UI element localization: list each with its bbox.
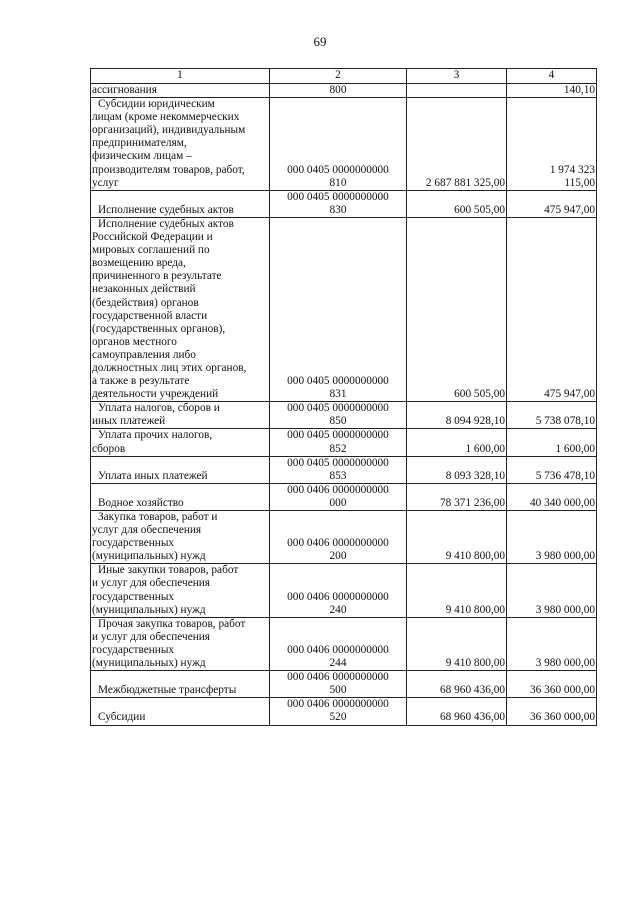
row-code-line: 831 (329, 388, 347, 401)
row-name-cell (91, 98, 270, 191)
row-value-col4-line: 36 360 000,00 (530, 684, 595, 697)
table-row (91, 511, 597, 564)
row-name-line: ассигнования (92, 84, 157, 96)
row-name-line: а также в результате (92, 375, 190, 388)
row-value-col4 (507, 671, 597, 698)
row-value-col3: 8 094 928,10 (407, 402, 507, 429)
row-name-cell (91, 564, 270, 617)
row-code-cell (270, 456, 407, 483)
row-code-line: 000 0406 0000000000 (287, 643, 389, 656)
row-code-line: 000 0406 0000000000 (287, 698, 389, 711)
row-name-line: Уплата прочих налогов, (98, 429, 213, 442)
row-code-line: 853 (329, 469, 347, 482)
row-value-col4-line: 475 947,00 (544, 203, 595, 216)
table-row (91, 456, 597, 483)
row-value-col4 (507, 429, 597, 456)
row-value-col4-line: 5 736 478,10 (535, 469, 595, 482)
row-value-col4 (507, 217, 597, 401)
row-name-line: сборов (92, 442, 126, 455)
row-name-line: Исполнение судебных актов (98, 203, 234, 216)
row-name-line: (муниципальных) нужд (92, 657, 206, 670)
table-row (91, 671, 597, 698)
row-code-line: 000 0406 0000000000 (287, 671, 389, 684)
row-name-line: возмещению вреда, (92, 257, 186, 270)
row-code-line: 800 (329, 84, 347, 96)
row-value-col4-line: 1 600,00 (555, 442, 595, 455)
row-value-col3: 600 505,00 (407, 190, 507, 217)
row-value-col4 (507, 402, 597, 429)
budget-table-body (91, 69, 597, 726)
page-number: 69 (313, 34, 327, 49)
row-code-line: 000 0406 0000000000 (287, 537, 389, 550)
row-name-cell (91, 190, 270, 217)
row-name-line: причиненного в результате (92, 270, 222, 283)
row-code-line: 850 (329, 415, 347, 428)
row-name-line: физическим лицам – (92, 150, 192, 163)
row-value-col4-line: 5 738 078,10 (535, 415, 595, 428)
row-code-line: 000 0405 0000000000 (287, 456, 389, 469)
row-code-line: 000 (329, 496, 347, 509)
table-row (91, 98, 597, 191)
row-name-line: государственных (92, 643, 175, 656)
row-name-cell (91, 429, 270, 456)
row-value-col4 (507, 617, 597, 670)
row-name-line: (муниципальных) нужд (92, 603, 206, 616)
row-code-line: 000 0405 0000000000 (287, 163, 389, 176)
column-header-3: 3 (407, 69, 507, 84)
row-name-cell (91, 217, 270, 401)
row-value-col4-line: 1 974 323 (549, 163, 595, 176)
row-name-line: Иные закупки товаров, работ (98, 564, 239, 577)
row-name-cell (91, 456, 270, 483)
row-name-line: (муниципальных) нужд (92, 550, 206, 563)
row-value-col4-line: 40 340 000,00 (530, 496, 595, 509)
row-code-cell (270, 84, 407, 98)
row-value-col4-line: 115,00 (564, 176, 595, 189)
row-code-line: 200 (329, 550, 347, 563)
row-name-cell (91, 402, 270, 429)
row-code-line: 000 0405 0000000000 (287, 429, 389, 442)
table-row (91, 84, 597, 98)
row-value-col4-line: 3 980 000,00 (535, 603, 595, 616)
table-row (91, 617, 597, 670)
table-row (91, 483, 597, 510)
row-code-cell (270, 698, 407, 725)
row-value-col4 (507, 698, 597, 725)
row-name-line: Уплата налогов, сборов и (98, 402, 220, 415)
row-value-col4 (507, 98, 597, 191)
row-name-line: Межбюджетные трансферты (98, 684, 237, 697)
row-name-line: (бездействия) органов (92, 296, 199, 309)
row-name-line: и услуг для обеспечения (92, 577, 210, 590)
row-name-line: производителям товаров, работ, (92, 163, 245, 176)
row-name-line: Уплата иных платежей (98, 469, 208, 482)
row-name-line: должностных лиц этих органов, (92, 361, 247, 374)
row-code-cell (270, 617, 407, 670)
table-row (91, 429, 597, 456)
row-name-cell (91, 617, 270, 670)
row-value-col3: 68 960 436,00 (407, 671, 507, 698)
row-name-line: государственных (92, 590, 175, 603)
row-name-line: самоуправления либо (92, 348, 196, 361)
row-value-col3: 600 505,00 (407, 217, 507, 401)
row-value-col3: 68 960 436,00 (407, 698, 507, 725)
row-name-line: незаконных действий (92, 283, 196, 296)
row-value-col3: 2 687 881 325,00 (407, 98, 507, 191)
table-row (91, 402, 597, 429)
row-name-cell (91, 483, 270, 510)
row-name-line: услуг (92, 176, 119, 189)
row-code-line: 240 (329, 603, 347, 616)
row-value-col3: 8 093 328,10 (407, 456, 507, 483)
row-value-col4-line: 36 360 000,00 (530, 711, 595, 724)
row-value-col4 (507, 84, 597, 98)
row-code-line: 500 (329, 684, 347, 697)
row-value-col4 (507, 456, 597, 483)
column-header-1: 1 (91, 69, 270, 84)
row-code-line: 244 (329, 657, 347, 670)
row-name-line: иных платежей (92, 415, 166, 428)
row-name-cell (91, 671, 270, 698)
row-value-col3: 9 410 800,00 (407, 617, 507, 670)
row-name-cell (91, 511, 270, 564)
row-code-cell (270, 671, 407, 698)
row-code-line: 000 0405 0000000000 (287, 190, 389, 203)
row-name-line: Субсидии (98, 711, 146, 724)
row-value-col3: 1 600,00 (407, 429, 507, 456)
row-name-line: предпринимателям, (92, 137, 187, 150)
row-code-line: 852 (329, 442, 347, 455)
row-value-col3: 78 371 236,00 (407, 483, 507, 510)
row-code-line: 000 0405 0000000000 (287, 375, 389, 388)
column-header-4: 4 (507, 69, 597, 84)
table-row (91, 698, 597, 725)
row-name-line: государственных (92, 537, 175, 550)
row-name-line: организаций), индивидуальным (92, 124, 246, 137)
budget-table (90, 68, 597, 726)
row-value-col4-line: 475 947,00 (544, 388, 595, 401)
row-name-line: Российской Федерации и (92, 231, 213, 244)
row-code-cell (270, 402, 407, 429)
row-value-col4 (507, 511, 597, 564)
row-name-cell (91, 84, 270, 98)
row-code-cell (270, 98, 407, 191)
row-value-col4-line: 140,10 (563, 84, 595, 96)
row-code-line: 810 (329, 176, 347, 189)
row-name-line: Субсидии юридическим (98, 98, 215, 111)
table-row (91, 190, 597, 217)
row-code-line: 000 0406 0000000000 (287, 483, 389, 496)
row-value-col4-line: 3 980 000,00 (535, 550, 595, 563)
row-value-col3: 9 410 800,00 (407, 564, 507, 617)
table-row (91, 217, 597, 401)
row-name-line: и услуг для обеспечения (92, 630, 210, 643)
row-code-cell (270, 217, 407, 401)
row-code-line: 830 (329, 203, 347, 216)
row-value-col3 (407, 84, 507, 98)
row-name-line: органов местного (92, 335, 177, 348)
row-code-cell (270, 511, 407, 564)
row-code-line: 000 0406 0000000000 (287, 590, 389, 603)
row-name-line: мировых соглашений по (92, 244, 210, 257)
row-name-line: деятельности учреждений (92, 388, 219, 401)
row-value-col4 (507, 564, 597, 617)
table-header-row (91, 69, 597, 84)
row-code-cell (270, 190, 407, 217)
row-code-line: 000 0405 0000000000 (287, 402, 389, 415)
row-name-line: (государственных органов), (92, 322, 226, 335)
row-value-col4 (507, 483, 597, 510)
row-code-cell (270, 564, 407, 617)
column-header-2: 2 (270, 69, 407, 84)
row-name-line: лицам (кроме некоммерческих (92, 111, 240, 124)
row-name-line: услуг для обеспечения (92, 524, 202, 537)
row-name-line: Закупка товаров, работ и (98, 511, 218, 523)
row-name-line: государственной власти (92, 309, 208, 322)
row-code-cell (270, 429, 407, 456)
row-name-cell (91, 698, 270, 725)
table-row (91, 564, 597, 617)
row-value-col3: 9 410 800,00 (407, 511, 507, 564)
row-value-col4-line: 3 980 000,00 (535, 657, 595, 670)
row-value-col4 (507, 190, 597, 217)
row-name-line: Водное хозяйство (98, 496, 184, 509)
row-code-cell (270, 483, 407, 510)
row-name-line: Прочая закупка товаров, работ (98, 617, 246, 630)
row-name-line: Исполнение судебных актов (98, 217, 234, 230)
row-code-line: 520 (329, 711, 347, 724)
